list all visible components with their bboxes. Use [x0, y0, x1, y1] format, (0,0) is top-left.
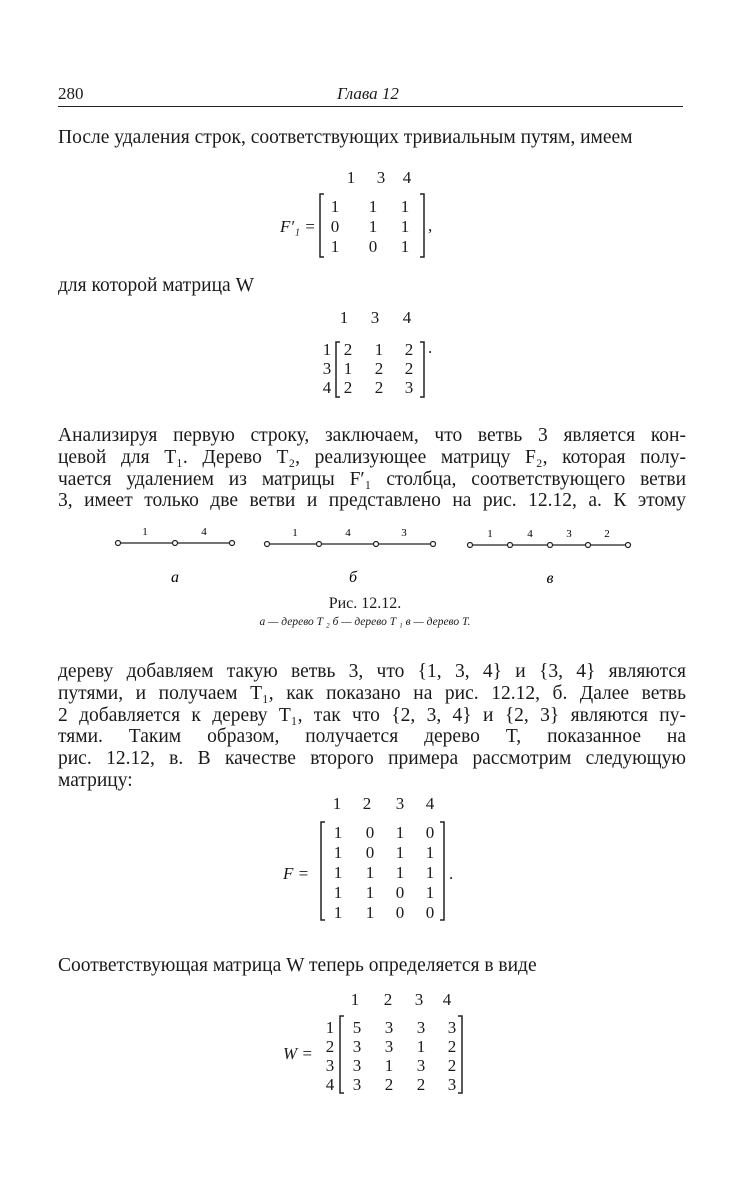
- page-number: 280: [58, 84, 84, 103]
- paragraph-5-line: Соответствующая матрица W теперь определяется в виде: [58, 955, 537, 976]
- matrix-f-label: F =: [283, 864, 310, 883]
- matrix-f1-col-header: 3: [376, 168, 386, 187]
- matrix-w1-cell: 2: [343, 378, 353, 397]
- tree-edge-label: 3: [401, 527, 407, 539]
- matrix-w1-row-label: 3: [322, 359, 332, 378]
- tree-node: [173, 541, 178, 546]
- matrix-f-cell: 0: [425, 903, 435, 922]
- tree-node: [374, 542, 379, 547]
- matrix-w2-cell: 1: [384, 1056, 394, 1075]
- matrix-f1-brackets: [280, 168, 450, 268]
- matrix-w1-punct: .: [428, 338, 433, 357]
- matrix-f-cell: 1: [333, 903, 343, 922]
- paragraph-4-line: тями. Таким образом, получается дерево T, показанное на: [58, 726, 686, 748]
- matrix-f1-col-header: 1: [346, 168, 356, 187]
- matrix-w2-cell: 3: [447, 1018, 457, 1037]
- tree-edge-label: 4: [201, 526, 207, 538]
- matrix-f-cell: 1: [425, 843, 435, 862]
- paragraph-1: [58, 127, 686, 149]
- matrix-w2-cell: 3: [384, 1018, 394, 1037]
- tree-caption: б: [348, 569, 358, 586]
- matrix-w2-cell: 2: [416, 1075, 426, 1094]
- matrix-f1-cell: 1: [368, 217, 378, 236]
- paragraph-3-line: Анализируя первую строку, заключаем, что ветвь 3 является кон-: [58, 425, 686, 446]
- matrix-f-col-header: 3: [395, 794, 405, 813]
- matrix-f-col-header: 1: [332, 794, 342, 813]
- paragraph-5: [58, 955, 686, 977]
- matrix-w2-cell: 2: [384, 1075, 394, 1094]
- paragraph-3: [58, 425, 686, 512]
- tree-a: [116, 526, 235, 586]
- matrix-w1-cell: 1: [343, 359, 353, 378]
- matrix-f-cell: 1: [365, 883, 375, 902]
- tree-node: [230, 541, 235, 546]
- matrix-w2-cell: 1: [416, 1037, 426, 1056]
- matrix-w1-cell: 3: [404, 378, 414, 397]
- matrix-f1-cell: 0: [330, 217, 340, 236]
- matrix-f-cell: 1: [425, 883, 435, 902]
- chapter-title: Глава 12: [337, 84, 399, 103]
- matrix-w2-cell: 3: [352, 1037, 362, 1056]
- matrix-f-punct: .: [449, 864, 454, 883]
- paragraph-3-line: цевой для T₁. Дерево T₂, реализующее матрицу F₂, которая полу-: [58, 446, 686, 468]
- tree-edge-label: 3: [566, 528, 572, 540]
- paragraph-4-line: матрицу:: [58, 769, 133, 791]
- matrix-f-col-header: 4: [425, 794, 435, 813]
- matrix-w2-col-header: 4: [442, 990, 452, 1009]
- tree-edge-label: 2: [604, 528, 610, 540]
- matrix-w2-cell: 3: [447, 1075, 457, 1094]
- matrix-w2-col-header: 1: [350, 990, 360, 1009]
- paragraph-4-line: дереву добавляем такую ветвь 3, что {1, 3, 4} и {3, 4} являются: [58, 661, 686, 682]
- paragraph-3-line: чается удалением из матрицы F′₁ столбца, соответствующего ветви: [58, 468, 686, 490]
- matrix-w2-col-header: 2: [383, 990, 393, 1009]
- matrix-w1-col-header: 1: [339, 308, 349, 327]
- matrix-f-brackets: [283, 794, 473, 926]
- matrix-f-cell: 1: [365, 903, 375, 922]
- matrix-f-cell: 1: [333, 863, 343, 882]
- tree-edge-label: 1: [487, 528, 493, 540]
- tree-caption: в: [546, 570, 554, 587]
- tree-b: [265, 527, 436, 586]
- matrix-f1-col-header: 4: [402, 168, 412, 187]
- matrix-w2-row-label: 2: [325, 1037, 335, 1056]
- matrix-w2-col-header: 3: [414, 990, 424, 1009]
- matrix-w1-row-label: 1: [322, 340, 332, 359]
- matrix-f1-label: F′₁ =: [280, 217, 316, 236]
- matrix-w1-col-header: 4: [402, 308, 412, 327]
- matrix-w1-cell: 2: [374, 359, 384, 378]
- matrix-f1: [280, 168, 450, 268]
- matrix-w2-row-label: 1: [325, 1018, 335, 1037]
- matrix-f-cell: 1: [395, 843, 405, 862]
- matrix-f-cell: 1: [395, 823, 405, 842]
- matrix-f1-cell: 1: [330, 197, 340, 216]
- tree-edge-label: 1: [142, 526, 148, 538]
- tree-edge-label: 4: [345, 527, 351, 539]
- matrix-f-col-header: 2: [362, 794, 372, 813]
- matrix-w2-cell: 3: [416, 1056, 426, 1075]
- paragraph-2: [58, 275, 686, 297]
- tree-node: [116, 541, 121, 546]
- matrix-w2-cell: 2: [447, 1037, 457, 1056]
- matrix-f-cell: 1: [365, 863, 375, 882]
- paragraph-4-line: путями, и получаем T₁, как показано на рис. 12.12, б. Далее ветвь: [58, 682, 686, 704]
- matrix-f-cell: 0: [425, 823, 435, 842]
- paragraph-4-line: 2 добавляется к дереву T₁, так что {2, 3, 4} и {2, 3} являются пу-: [58, 704, 686, 726]
- tree-caption: а: [171, 569, 179, 586]
- tree-node: [431, 542, 436, 547]
- matrix-w1-row-label: 4: [322, 378, 332, 397]
- tree-edge-label: 4: [527, 528, 533, 540]
- matrix-f-cell: 0: [365, 823, 375, 842]
- paragraph-4-line: рис. 12.12, в. В качестве второго примера рассмотрим следующую: [58, 748, 686, 770]
- tree-node: [548, 543, 553, 548]
- matrix-w1-cell: 2: [404, 340, 414, 359]
- matrix-w2-cell: 2: [447, 1056, 457, 1075]
- tree-c: [468, 528, 631, 587]
- matrix-f1-cell: 1: [400, 237, 410, 256]
- matrix-w2-cell: 3: [352, 1075, 362, 1094]
- tree-edge-label: 1: [292, 527, 298, 539]
- paragraph-3-line: 3, имеет только две ветви и представлено на рис. 12.12, а. К этому: [58, 490, 686, 512]
- tree-node: [626, 543, 631, 548]
- matrix-f-cell: 1: [425, 863, 435, 882]
- matrix-w1-col-header: 3: [370, 308, 380, 327]
- matrix-f-cell: 1: [333, 883, 343, 902]
- matrix-f-cell: 0: [395, 883, 405, 902]
- matrix-f1-cell: 1: [368, 197, 378, 216]
- matrix-f1-cell: 1: [330, 237, 340, 256]
- matrix-w2-cell: 3: [352, 1056, 362, 1075]
- paragraph-1-line: После удаления строк, соответствующих тривиальным путям, имеем: [58, 127, 633, 148]
- matrix-f-cell: 1: [333, 823, 343, 842]
- matrix-f1-punct: ,: [428, 216, 433, 235]
- matrix-w1-cell: 1: [374, 340, 384, 359]
- tree-node: [508, 543, 513, 548]
- matrix-w2-cell: 5: [352, 1018, 362, 1037]
- matrix-f-cell: 1: [395, 863, 405, 882]
- tree-node: [586, 543, 591, 548]
- matrix-f-cell: 0: [395, 903, 405, 922]
- matrix-w2: [283, 990, 483, 1100]
- matrix-w1-cell: 2: [404, 359, 414, 378]
- matrix-w2-cell: 3: [416, 1018, 426, 1037]
- matrix-f: [283, 794, 473, 926]
- matrix-f-cell: 0: [365, 843, 375, 862]
- matrix-f-cell: 1: [333, 843, 343, 862]
- tree-node: [468, 543, 473, 548]
- matrix-w2-row-label: 3: [325, 1056, 335, 1075]
- matrix-w1: [310, 308, 450, 403]
- matrix-f1-cell: 0: [368, 237, 378, 256]
- figure-subcaption: а — дерево T ₂ б — дерево T ₁ в — дерево T.: [259, 616, 471, 628]
- matrix-f1-cell: 1: [400, 217, 410, 236]
- matrix-w1-cell: 2: [374, 378, 384, 397]
- figure-trees: [0, 520, 730, 600]
- matrix-w2-label: W =: [283, 1044, 313, 1063]
- matrix-w1-cell: 2: [343, 340, 353, 359]
- tree-node: [317, 542, 322, 547]
- paragraph-2-line: для которой матрица W: [58, 275, 254, 296]
- matrix-f1-cell: 1: [400, 197, 410, 216]
- tree-node: [265, 542, 270, 547]
- header-rule: [58, 106, 683, 107]
- matrix-w2-cell: 3: [384, 1037, 394, 1056]
- matrix-w2-row-label: 4: [325, 1075, 335, 1094]
- figure-title: Рис. 12.12.: [328, 595, 402, 612]
- paragraph-4: [58, 661, 686, 792]
